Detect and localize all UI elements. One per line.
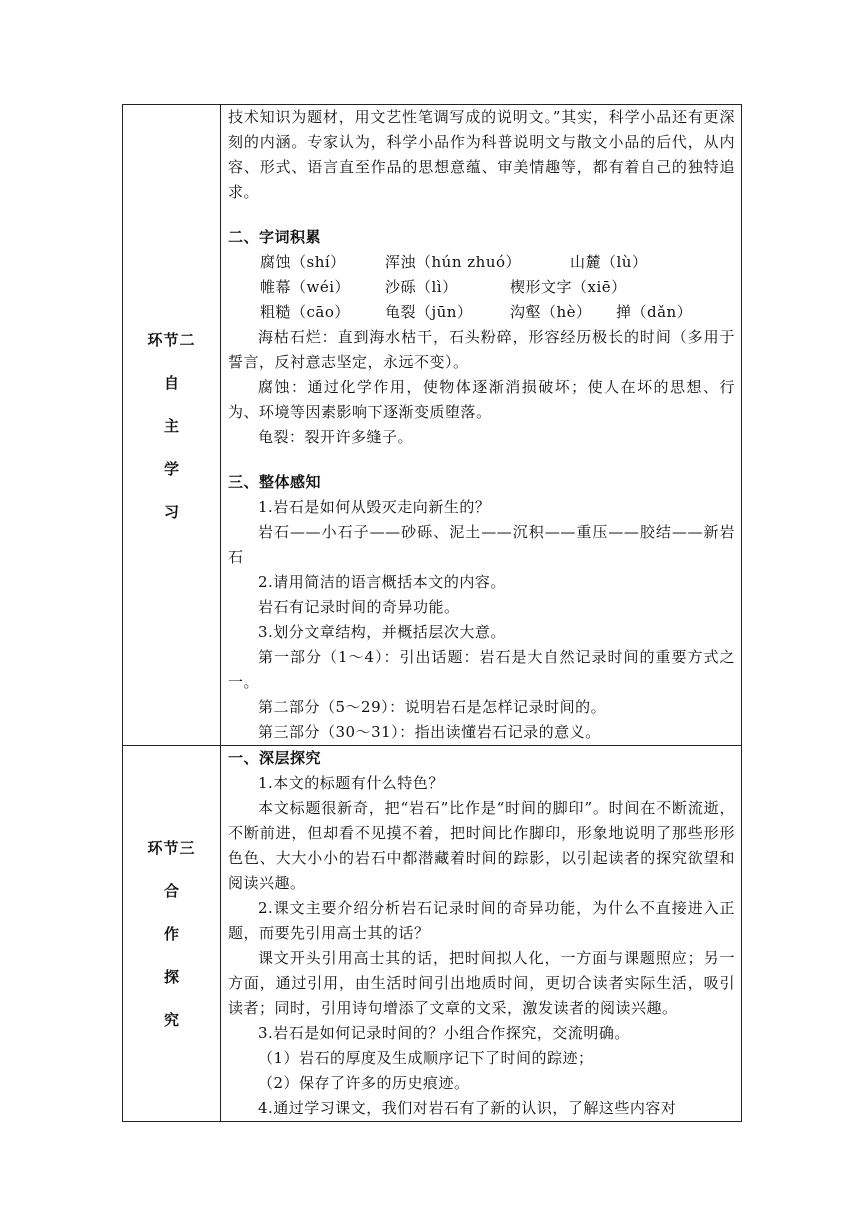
- stage-three-char: 究: [163, 1011, 179, 1029]
- stage-two-title: 环节二: [147, 330, 196, 349]
- stage-two-char: 习: [163, 502, 179, 521]
- vocab-word: 粗糙（cāo）: [260, 303, 350, 321]
- overview-line: 3.划分文章结构，并概括层次大意。: [258, 623, 506, 641]
- definition-paragraph: 龟裂：裂开许多缝子。: [258, 428, 414, 446]
- overview-line: 岩石有记录时间的奇异功能。: [258, 598, 460, 616]
- vocab-word: 楔形文字（xiē）: [510, 278, 627, 296]
- inquiry-heading: 一、深层探究: [228, 749, 322, 767]
- vocab-row: [228, 300, 735, 325]
- inquiry-line: 1.本文的标题有什么特色？: [258, 774, 444, 792]
- vocab-word: 掸（dǎn）: [616, 303, 693, 321]
- overview-line: 第三部分（30～31）：指出读懂岩石记录的意义。: [258, 723, 601, 741]
- stage-two-char: 学: [163, 459, 179, 478]
- stage-three-char: 作: [163, 925, 179, 943]
- vocab-word: 腐蚀（shí）: [260, 253, 346, 271]
- stage-two-char: 主: [163, 416, 179, 435]
- inquiry-line: 3.岩石是如何记录时间的？小组合作探究，交流明确。: [258, 1024, 630, 1042]
- stage-three-row: [123, 746, 742, 1122]
- stage-three-title: 环节三: [147, 839, 196, 857]
- overview-heading: 三、整体感知: [228, 473, 322, 491]
- stage-two-row: [123, 105, 742, 746]
- inquiry-line: 4.通过学习课文，我们对岩石有了新的认识，了解这些内容对: [258, 1099, 677, 1117]
- overview-line: 岩石——小石子——砂砾、泥土——沉积——重压——胶结——新岩石: [228, 523, 735, 566]
- inquiry-line: （2）保存了许多的历史痕迹。: [258, 1074, 470, 1092]
- inquiry-line: 本文标题很新奇，把“岩石”比作是“时间的脚印”。时间在不断流逝，不断前进，但却看不见摸不着，把时间比作脚印，形象地说明了那些形形色色、大大小小的岩石中都潜藏着时间的踪影，以引起读者的探究欲望和阅读兴趣。: [228, 799, 735, 892]
- intro-paragraph: 技术知识为题材，用文艺性笔调写成的说明文。”其实，科学小品还有更深刻的内涵。专家认为，科学小品作为科普说明文与散文小品的后代，从内容、形式、语言直至作品的思想意蕴、审美情趣等，都有着自己的独特追求。: [228, 108, 735, 201]
- vocab-heading: 二、字词积累: [228, 228, 322, 246]
- stage-two-label-cell: [123, 105, 221, 746]
- overview-line: 第二部分（5～29）：说明岩石是怎样记录时间的。: [258, 698, 607, 716]
- stage-three-char: 探: [163, 968, 179, 986]
- lesson-table: [122, 104, 742, 1122]
- stage-three-label-cell: [123, 746, 221, 1122]
- overview-line: 2.请用简洁的语言概括本文的内容。: [258, 573, 506, 591]
- stage-two-char: 自: [163, 373, 179, 392]
- overview-line: 第一部分（1～4）：引出话题：岩石是大自然记录时间的重要方式之一。: [228, 648, 735, 691]
- vocab-word: 沙砾（lì）: [385, 278, 458, 296]
- vocab-word: 浑浊（hún zhuó）: [385, 253, 522, 271]
- inquiry-line: 课文开头引用高士其的话，把时间拟人化，一方面与课题照应；另一方面，通过引用，由生活时间引出地质时间，更切合读者实际生活，吸引读者；同时，引用诗句增添了文章的文采，激发读者的阅读兴趣。: [228, 949, 735, 1017]
- inquiry-line: 2.课文主要介绍分析岩石记录时间的奇异功能，为什么不直接进入正题，而要先引用高士其的话？: [228, 899, 735, 942]
- stage-two-content-cell: [221, 105, 742, 746]
- definition-paragraph: 海枯石烂：直到海水枯干，石头粉碎，形容经历极长的时间（多用于誓言，反衬意志坚定，永远不变）。: [228, 328, 735, 371]
- vocab-row: [228, 275, 735, 300]
- overview-line: 1.岩石是如何从毁灭走向新生的？: [258, 498, 491, 516]
- vocab-row: [228, 250, 735, 275]
- vocab-word: 沟壑（hè）: [510, 303, 592, 321]
- vocab-word: 龟裂（jūn）: [385, 303, 473, 321]
- inquiry-line: （1）岩石的厚度及生成顺序记下了时间的踪迹；: [258, 1049, 594, 1067]
- stage-three-char: 合: [163, 882, 179, 900]
- definition-paragraph: 腐蚀：通过化学作用，使物体逐渐消损破坏；使人在坏的思想、行为、环境等因素影响下逐渐变质堕落。: [228, 378, 735, 421]
- vocab-word: 帷幕（wéi）: [260, 278, 351, 296]
- stage-three-content-cell: [221, 746, 742, 1122]
- vocab-word: 山麓（lù）: [570, 253, 648, 271]
